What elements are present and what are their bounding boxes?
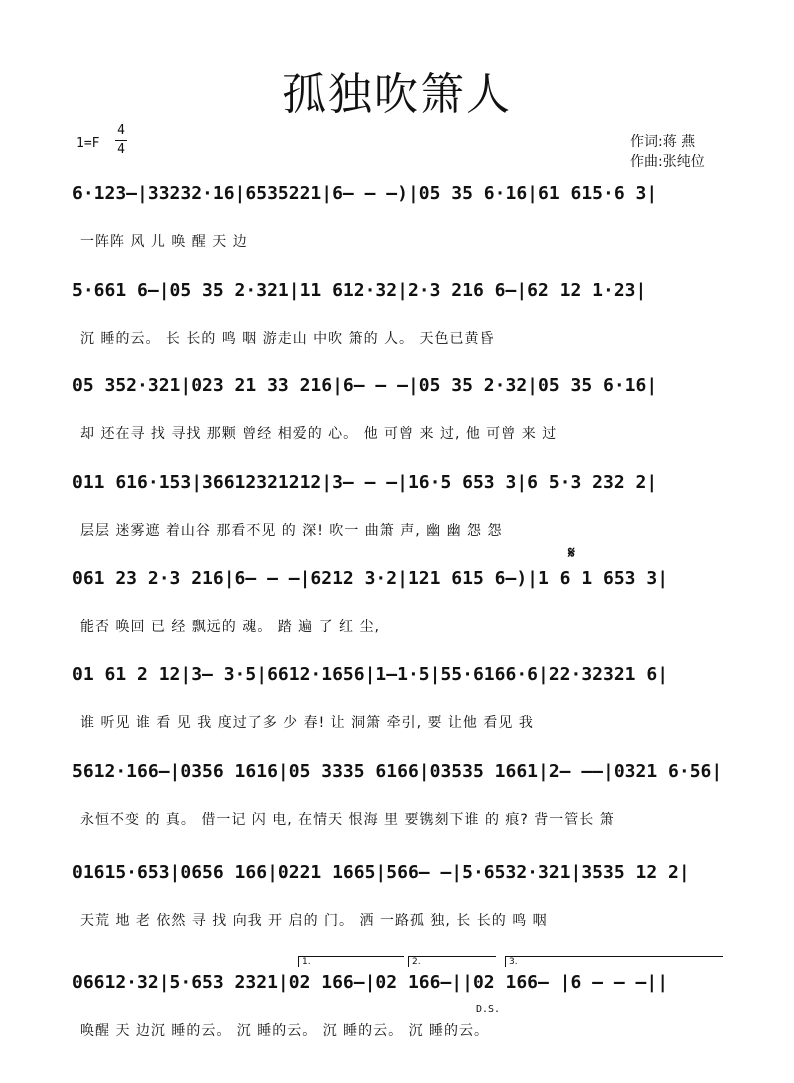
composer-credit: 作曲:张纯位 <box>630 154 705 170</box>
third-ending-bracket: 3. <box>505 956 723 967</box>
notation-line: 011 616·153|36612321212|3– – –|16·5 653 3|6 5·3 232 2| <box>72 472 658 493</box>
time-signature <box>113 122 129 159</box>
first-ending-bracket: 1. <box>298 956 404 967</box>
notation-line: 01615·653|0656 166|0221 1665|566– –|5·6532·321|3535 12 2| <box>72 862 690 883</box>
notation-line: 05 352·321|023 21 33 216|6– – –|05 35 2·32|05 35 6·16| <box>72 375 658 396</box>
dal-segno-mark: D.S. <box>476 1004 501 1015</box>
lyrics-line: 一阵阵 风 儿 唤 醒 天 边 <box>80 234 248 250</box>
second-ending-bracket: 2. <box>408 956 496 967</box>
lyrics-line: 沉 睡的云。 长 长的 鸣 咽 游走山 中吹 箫的 人。 天色已黄昏 <box>80 331 495 347</box>
notation-line: 5·661 6–|05 35 2·321|11 612·32|2·3 216 6–|62 12 1·23| <box>72 280 647 301</box>
time-signature-bottom: 4 <box>117 142 125 157</box>
segno-mark: 𝄋 <box>568 543 575 562</box>
lyrics-line: 唤醒 天 边沉 睡的云。 沉 睡的云。 沉 睡的云。 沉 睡的云。 <box>80 1023 490 1039</box>
key-signature: 1=F <box>76 136 100 151</box>
credits <box>630 132 705 172</box>
notation-line: 5612·166–|0356 1616|05 3335 6166|03535 1661|2– ––|0321 6·56| <box>72 761 723 782</box>
lyrics-line: 层层 迷雾遮 着山谷 那看不见 的 深! 吹一 曲箫 声, 幽 幽 怨 怨 <box>80 523 503 539</box>
notation-line: 061 23 2·3 216|6– – –|6212 3·2|121 615 6–)|1 6 1 653 3| <box>72 568 669 589</box>
time-signature-top: 4 <box>117 123 125 138</box>
lyrics-line: 能否 唤回 已 经 飘远的 魂。 踏 遍 了 红 尘, <box>80 619 380 635</box>
lyrics-line: 永恒不变 的 真。 借一记 闪 电, 在情天 恨海 里 要镌刻下谁 的 痕? 背一管长 箫 <box>80 812 615 828</box>
lyricist-credit: 作词:蒋 燕 <box>630 134 696 150</box>
notation-line: 6·123–|33232·16|6535221|6– – –)|05 35 6·16|61 615·6 3| <box>72 183 658 204</box>
lyrics-line: 谁 听见 谁 看 见 我 度过了多 少 春! 让 洞箫 牵引, 要 让他 看见 我 <box>80 715 534 731</box>
lyrics-line: 天荒 地 老 依然 寻 找 向我 开 启的 门。 洒 一路孤 独, 长 长的 鸣 咽 <box>80 913 548 929</box>
notation-line: 06612·32|5·653 2321|02 166–|02 166–||02 166– |6 – – –|| <box>72 972 669 993</box>
notation-line: 01 61 2 12|3– 3·5|6612·1656|1–1·5|55·6166·6|22·32321 6| <box>72 664 669 685</box>
lyrics-line: 却 还在寻 找 寻找 那颗 曾经 相爱的 心。 他 可曾 来 过, 他 可曾 来 过 <box>80 426 558 442</box>
song-title: 孤独吹箫人 <box>282 69 512 120</box>
